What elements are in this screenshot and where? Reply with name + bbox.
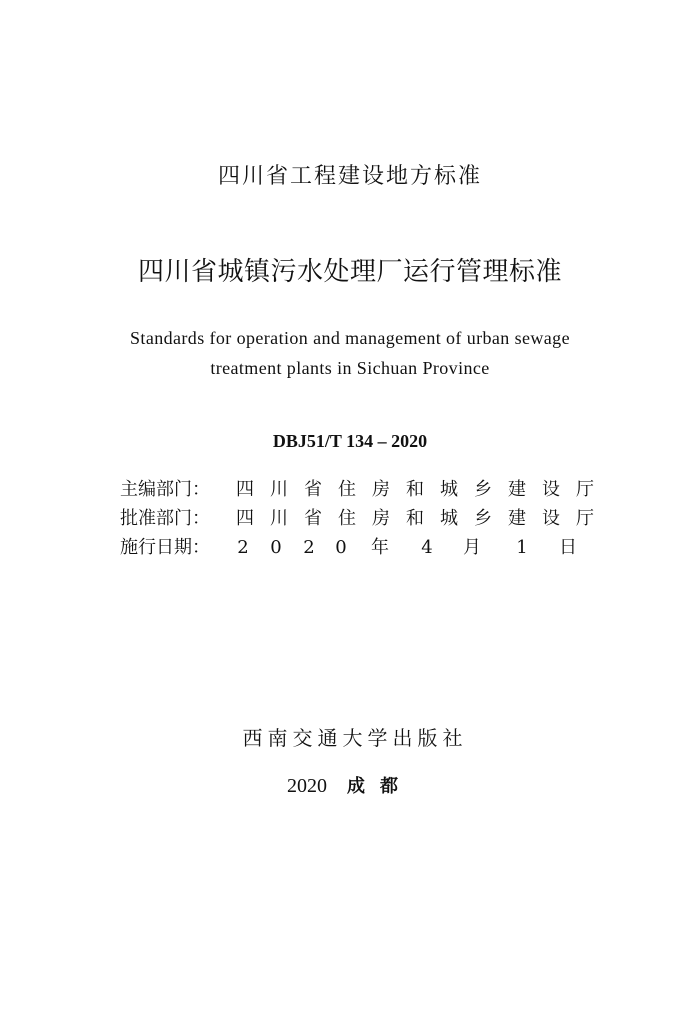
info-char: 四: [236, 479, 254, 500]
info-row-approval-dept: [0, 506, 700, 532]
publication-place-line: [0, 772, 700, 800]
publisher: 西南交通大学出版社: [242, 726, 468, 750]
info-char: 乡: [474, 479, 492, 500]
info-char: 和: [406, 508, 424, 529]
info-row-label: 施行日期：: [120, 537, 210, 558]
info-row-label: 批准部门：: [120, 508, 210, 529]
document-title-english-line-2: treatment plants in Sichuan Province: [210, 358, 490, 378]
info-char: 川: [270, 479, 288, 500]
series-title: 四川省工程建设地方标准: [217, 164, 482, 189]
info-row-chief-editor: [0, 477, 700, 503]
date-digit: 2: [303, 537, 315, 558]
info-char: 乡: [474, 508, 492, 529]
info-char: 住: [338, 479, 356, 500]
date-digit: 0: [335, 537, 347, 558]
info-char: 和: [406, 479, 424, 500]
date-day-char: 日: [559, 537, 577, 558]
info-char: 厅: [576, 479, 594, 500]
date-digit: 0: [270, 537, 282, 558]
info-char: 厅: [576, 508, 594, 529]
date-month-digit: 4: [421, 537, 433, 558]
publication-city: 成都: [347, 776, 413, 797]
publication-year: 2020: [287, 775, 327, 797]
info-char: 城: [440, 479, 458, 500]
info-char: 设: [542, 508, 560, 529]
info-row-label: 主编部门：: [120, 479, 210, 500]
info-char: 城: [440, 508, 458, 529]
date-day-digit: 1: [516, 537, 528, 558]
info-char: 建: [508, 508, 526, 529]
info-char: 设: [542, 479, 560, 500]
info-char: 房: [372, 508, 390, 529]
info-char: 建: [508, 479, 526, 500]
info-char: 房: [372, 479, 390, 500]
info-row-effective-date: [0, 535, 700, 561]
standard-code: DBJ51/T 134 – 2020: [272, 431, 428, 451]
document-title-english-line-1: Standards for operation and management of urban sewage: [130, 328, 570, 348]
info-char: 四: [236, 508, 254, 529]
document-title-chinese: 四川省城镇污水处理厂运行管理标准: [137, 257, 562, 287]
info-char: 省: [304, 479, 322, 500]
info-char: 住: [338, 508, 356, 529]
date-year-char: 年: [371, 537, 389, 558]
date-digit: 2: [237, 537, 249, 558]
info-char: 川: [270, 508, 288, 529]
info-char: 省: [304, 508, 322, 529]
date-month-char: 月: [463, 537, 481, 558]
